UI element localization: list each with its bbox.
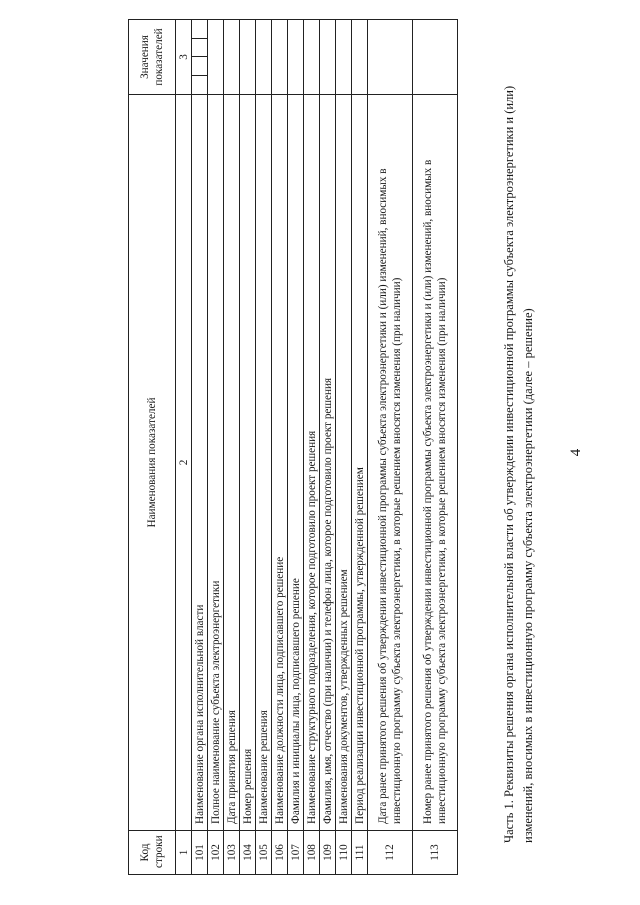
row-name: Наименование решения (256, 95, 272, 831)
row-name: Номер ранее принятого решения об утверждении инвестиционной программы субъекта электроэнергетики и (или) изменений, вносимых в инвестиционную программу субъекта электроэнергетики, в которые решением вносятся изменения (при наличии) (413, 95, 458, 831)
row-name: Наименование органа исполнительной власти (192, 95, 208, 831)
row-name: Период реализации инвестиционной программы, утвержденной решением (352, 95, 368, 831)
row-code: 105 (256, 831, 272, 875)
table-row (224, 20, 240, 875)
header-code: Код строки (129, 831, 176, 875)
row-code: 107 (288, 831, 304, 875)
row-value[interactable] (192, 20, 208, 95)
row-name: Номер решения (240, 95, 256, 831)
header-name: Наименования показателей (129, 95, 176, 831)
row-value[interactable] (368, 20, 413, 95)
row-value[interactable] (224, 20, 240, 95)
table-row (320, 20, 336, 875)
row-name: Фамилия и инициалы лица, подписавшего решение (288, 95, 304, 831)
table-row (208, 20, 224, 875)
column-number-3: 3 (176, 20, 192, 95)
row-value[interactable] (208, 20, 224, 95)
row-value[interactable] (240, 20, 256, 95)
row-value[interactable] (256, 20, 272, 95)
row-value[interactable] (413, 20, 458, 95)
table-row (240, 20, 256, 875)
table-caption (500, 43, 538, 843)
row-name: Дата принятия решения (224, 95, 240, 831)
row-value[interactable] (288, 20, 304, 95)
column-number-row (176, 20, 192, 875)
requisites-table (128, 19, 458, 875)
row-code: 101 (192, 831, 208, 875)
row-name: Фамилия, имя, отчество (при наличии) и телефон лица, которое подготовило проект решения (320, 95, 336, 831)
table-row (352, 20, 368, 875)
row-code: 102 (208, 831, 224, 875)
header-row (129, 20, 176, 875)
row-value[interactable] (272, 20, 288, 95)
table-row (413, 20, 458, 875)
row-code: 111 (352, 831, 368, 875)
page-number: 4 (568, 448, 584, 457)
row-code: 108 (304, 831, 320, 875)
column-number-1: 1 (176, 831, 192, 875)
column-number-2: 2 (176, 95, 192, 831)
row-value[interactable] (336, 20, 352, 95)
row-name: Полное наименование субъекта электроэнергетики (208, 95, 224, 831)
row-code: 103 (224, 831, 240, 875)
table-row (368, 20, 413, 875)
row-value[interactable] (352, 20, 368, 95)
row-code: 113 (413, 831, 458, 875)
caption-line-1: Часть 1. Реквизиты решения органа исполнительной власти об утверждении инвестиционной программы субъекта электроэнергетики и (или) (502, 85, 516, 843)
row-code: 109 (320, 831, 336, 875)
table-row (304, 20, 320, 875)
table-row (272, 20, 288, 875)
table-row (288, 20, 304, 875)
row-code: 110 (336, 831, 352, 875)
row-name: Наименование должности лица, подписавшего решение (272, 95, 288, 831)
row-code: 104 (240, 831, 256, 875)
table-row (256, 20, 272, 875)
row-value[interactable] (304, 20, 320, 95)
header-value: Значения показателей (129, 20, 176, 95)
row-name: Наименование структурного подразделения, которое подготовило проект решения (304, 95, 320, 831)
table-row (192, 20, 208, 875)
table-row (336, 20, 352, 875)
caption-line-2: изменений, вносимых в инвестиционную программу субъекта электроэнергетики (далее – решение) (521, 308, 535, 843)
row-code: 106 (272, 831, 288, 875)
row-name: Наименования документов, утвержденных решением (336, 95, 352, 831)
row-code: 112 (368, 831, 413, 875)
row-name: Дата ранее принятого решения об утверждении инвестиционной программы субъекта электроэнергетики и (или) изменений, вносимых в инвестиционную программу субъекта электроэнергетики, в которые решением вносятся изменения (при наличии) (368, 95, 413, 831)
row-value[interactable] (320, 20, 336, 95)
